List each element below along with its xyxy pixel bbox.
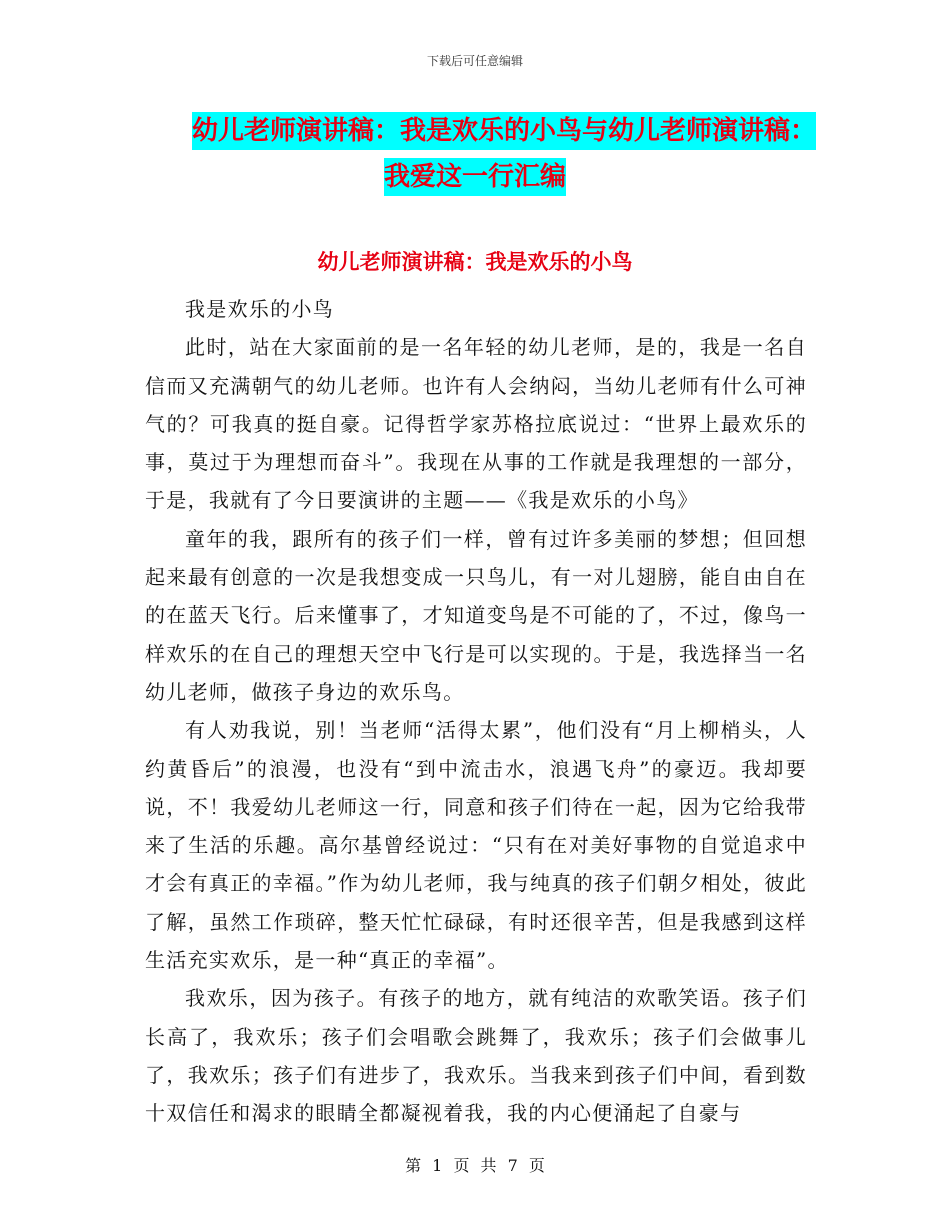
paragraph: 我是欢乐的小鸟 (185, 297, 335, 321)
section-title: 幼儿老师演讲稿：我是欢乐的小鸟 (317, 250, 633, 274)
document-title-line-1 (192, 108, 832, 154)
title-highlight-2: 我爱这一行汇编 (384, 158, 566, 196)
header-note: 下载后可任意编辑 (426, 54, 523, 68)
paragraph: 童年的我，跟所有的孩子们一样，曾有过许多美丽的梦想；但回想起来最有创意的一次是我想变成一只鸟儿，有一对儿翅膀，能自由自在的在蓝天飞行。后来懂事了，才知道变鸟是不可能的了，不过，像鸟一样欢乐的在自己的理想天空中飞行是可以实现的。于是，我选择当一名幼儿老师，做孩子身边的欢乐鸟。 (145, 526, 807, 704)
document-title (192, 108, 832, 200)
page-footer: 第 1 页 共 7 页 (405, 1156, 545, 1175)
paragraph: 有人劝我说，别！当老师“活得太累”，他们没有“月上柳梢头，人约黄昏后”的浪漫，也没有“到中流击水，浪遇飞舟”的豪迈。我却要说，不！我爱幼儿老师这一行，同意和孩子们待在一起，因为它给我带来了生活的乐趣。高尔基曾经说过：“只有在对美好事物的自觉追求中才会有真正的幸福。”作为幼儿老师，我与纯真的孩子们朝夕相处，彼此了解，虽然工作琐碎，整天忙忙碌碌，有时还很辛苦，但是我感到这样生活充实欢乐，是一种“真正的幸福”。 (145, 718, 807, 973)
document-title-line-2 (0, 154, 950, 200)
paragraph: 此时，站在大家面前的是一名年轻的幼儿老师，是的，我是一名自信而又充满朝气的幼儿老师。也许有人会纳闷，当幼儿老师有什么可神气的？可我真的挺自豪。记得哲学家苏格拉底说过：“世界上最欢乐的事，莫过于为理想而奋斗”。我现在从事的工作就是我理想的一部分，于是，我就有了今日要演讲的主题——《我是欢乐的小鸟》 (145, 335, 807, 513)
paragraph: 我欢乐，因为孩子。有孩子的地方，就有纯洁的欢歌笑语。孩子们长高了，我欢乐；孩子们会唱歌会跳舞了，我欢乐；孩子们会做事儿了，我欢乐；孩子们有进步了，我欢乐。当我来到孩子们中间，看到数十双信任和渴求的眼睛全都凝视着我，我的内心便涌起了自豪与 (145, 986, 807, 1126)
title-highlight-1: 幼儿老师演讲稿：我是欢乐的小鸟与幼儿老师演讲稿： (192, 112, 816, 150)
body-text (145, 290, 807, 1133)
